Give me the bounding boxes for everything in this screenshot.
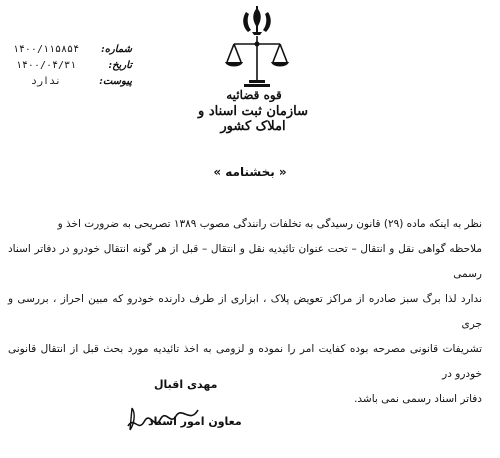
- body-line: دفاتر اسناد رسمی نمی باشد.: [354, 393, 482, 405]
- attachment-value: ندارد: [30, 76, 62, 87]
- number-value: ۱۴۰۰/۱۱۵۸۵۴: [12, 44, 80, 55]
- meta-number-row: [4, 44, 132, 60]
- document-body: [8, 212, 482, 412]
- date-label: تاریخ:: [108, 60, 132, 71]
- body-line: ملاحظه گواهی نقل و انتقال – تحت عنوان تائیدیه نقل و انتقال – قبل از هر گونه انتقال خودرو در دفاتر اسناد رسمی: [8, 243, 482, 280]
- judiciary-label: قوه قضائیه: [226, 88, 282, 102]
- body-line: نظر به اینکه ماده (۲۹) قانون رسیدگی به تخلفات رانندگی مصوب ۱۳۸۹ تصریحی به ضرورت اخذ و: [57, 218, 482, 230]
- signatory-title: معاون امور اسناد: [148, 415, 242, 428]
- body-line: ندارد لذا برگ سبز صادره از مراکز تعویض پلاک ، ابزاری از طرف دارنده خودرو که مبین احراز ، بررسی و جری: [8, 293, 482, 330]
- meta-attachment-row: [4, 76, 132, 92]
- body-line: تشریفات قانونی مصرحه بوده کفایت امر را نموده و لزومی به اخذ تائیدیه مورد بحث قبل از انتقال قانونی خودرو در: [8, 343, 482, 380]
- signatory-name: مهدی اقبال: [154, 378, 218, 391]
- number-label: شماره:: [101, 44, 132, 55]
- attachment-label: پیوست:: [99, 76, 132, 87]
- date-value: ۱۴۰۰/۰۴/۳۱: [15, 60, 77, 71]
- document-meta: [4, 44, 132, 92]
- meta-date-row: [4, 60, 132, 76]
- organization-name: سازمان ثبت اسناد و املاک کشور: [198, 104, 308, 134]
- document-title: « بخشنامه »: [213, 165, 287, 179]
- judiciary-emblem-icon: [222, 4, 292, 90]
